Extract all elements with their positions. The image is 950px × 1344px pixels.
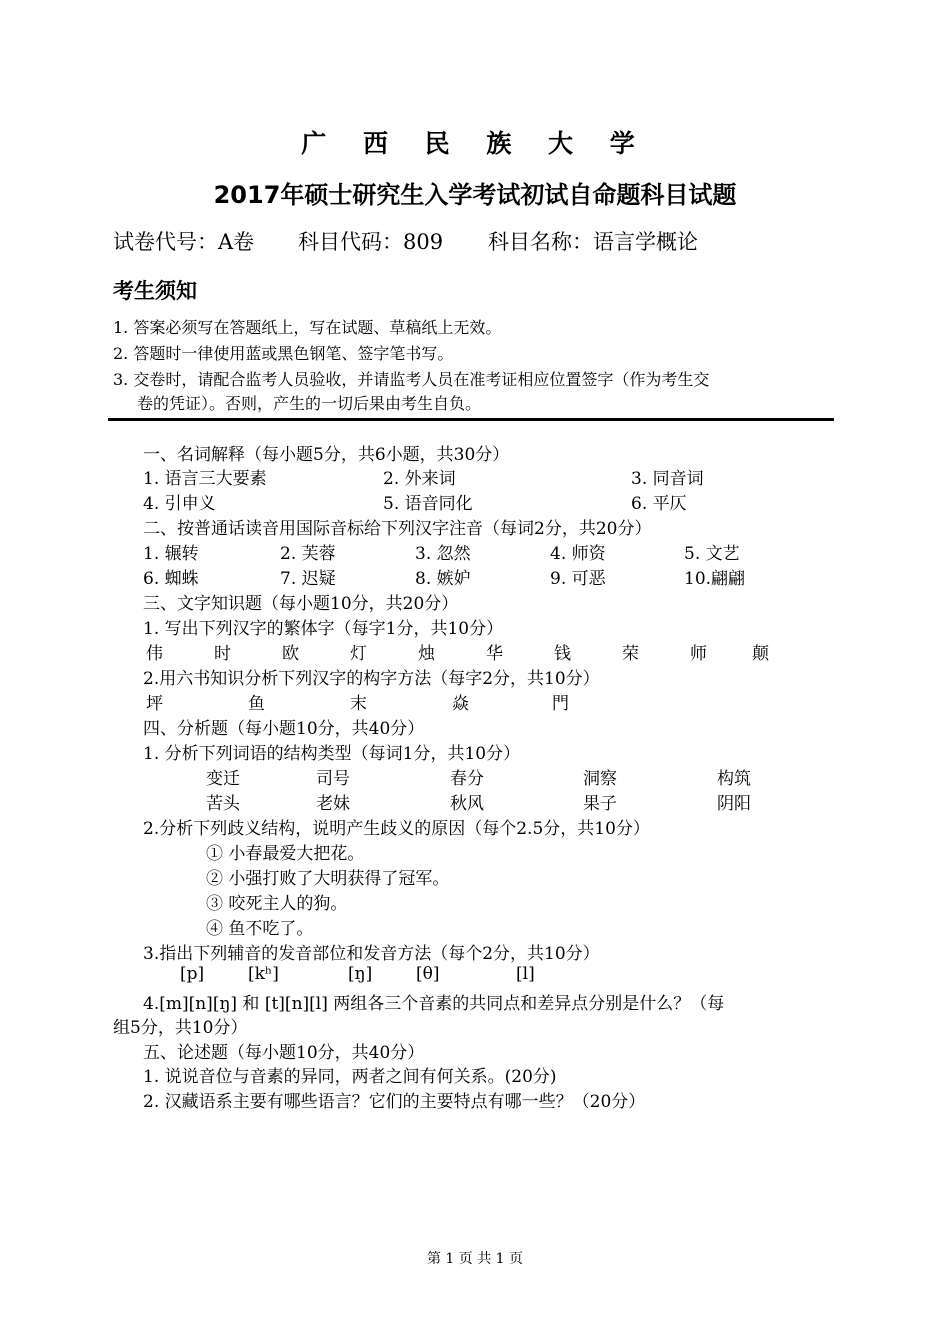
term-item: 6. 平仄 bbox=[631, 494, 687, 514]
ipa-symbol: [p] bbox=[180, 964, 205, 984]
char-item: 颠 bbox=[752, 644, 769, 664]
word-item: 变迁 bbox=[206, 769, 240, 789]
phonetic-item: 1. 辗转 bbox=[143, 544, 199, 564]
word-item: 阴阳 bbox=[717, 794, 751, 814]
term-item: 1. 语言三大要素 bbox=[143, 469, 267, 489]
word-item: 老妹 bbox=[316, 794, 350, 814]
question-3-1: 1. 写出下列汉字的繁体字（每字1分，共10分） bbox=[143, 619, 504, 639]
phonetic-item: 5. 文艺 bbox=[684, 544, 740, 564]
subject-name: 科目名称：语言学概论 bbox=[488, 230, 698, 254]
phonetic-item: 6. 蜘蛛 bbox=[143, 569, 199, 589]
question-4-4-cont: 组5分，共10分） bbox=[113, 1018, 248, 1038]
question-4-3: 3.指出下列辅音的发音部位和发音方法（每个2分，共10分） bbox=[143, 944, 600, 964]
phonetic-item: 10.翩翩 bbox=[684, 569, 746, 589]
char-item: 焱 bbox=[452, 694, 469, 714]
notice-heading: 考生须知 bbox=[113, 279, 197, 303]
question-4-4: 4.[m][n][ŋ] 和 [t][n][l] 两组各三个音素的共同点和差异点分别是什么？（每 bbox=[143, 994, 725, 1014]
ipa-symbol: [l] bbox=[516, 964, 535, 984]
char-item: 烛 bbox=[418, 644, 435, 664]
essay-item: 1. 说说音位与音素的异同，两者之间有何关系。(20分) bbox=[143, 1067, 557, 1087]
ambiguity-item: ③ 咬死主人的狗。 bbox=[206, 894, 348, 914]
char-item: 师 bbox=[690, 644, 707, 664]
question-4-2: 2.分析下列歧义结构，说明产生歧义的原因（每个2.5分，共10分） bbox=[143, 819, 650, 839]
char-item: 門 bbox=[552, 694, 569, 714]
question-3-2: 2.用六书知识分析下列汉字的构字方法（每字2分，共10分） bbox=[143, 669, 600, 689]
term-item: 2. 外来词 bbox=[383, 469, 456, 489]
subject-code: 科目代码：809 bbox=[298, 230, 444, 254]
question-4-1: 1. 分析下列词语的结构类型（每词1分，共10分） bbox=[143, 744, 521, 764]
term-item: 4. 引申义 bbox=[143, 494, 216, 514]
char-item: 坪 bbox=[146, 694, 163, 714]
phonetic-item: 8. 嫉妒 bbox=[415, 569, 471, 589]
phonetic-item: 7. 迟疑 bbox=[280, 569, 336, 589]
section-1-heading: 一、名词解释（每小题5分，共6小题，共30分） bbox=[143, 445, 510, 465]
phonetic-item: 4. 师资 bbox=[550, 544, 606, 564]
notice-item: 2. 答题时一律使用蓝或黑色钢笔、签字笔书写。 bbox=[113, 344, 454, 363]
paper-code: 试卷代号：A卷 bbox=[113, 230, 255, 254]
exam-title: 2017年硕士研究生入学考试初试自命题科目试题 bbox=[213, 181, 737, 209]
notice-item: 1. 答案必须写在答题纸上，写在试题、草稿纸上无效。 bbox=[113, 318, 502, 337]
ipa-symbol: [kʰ] bbox=[248, 964, 279, 984]
ipa-symbol: [ŋ] bbox=[348, 964, 373, 984]
phonetic-item: 3. 忽然 bbox=[415, 544, 471, 564]
university-name: 广 西 民 族 大 学 bbox=[301, 129, 649, 158]
char-item: 荣 bbox=[622, 644, 639, 664]
word-item: 苦头 bbox=[206, 794, 240, 814]
char-item: 末 bbox=[350, 694, 367, 714]
section-5-heading: 五、论述题（每小题10分，共40分） bbox=[143, 1043, 425, 1063]
phonetic-item: 2. 芙蓉 bbox=[280, 544, 336, 564]
ipa-symbol: [θ] bbox=[416, 964, 440, 984]
char-item: 华 bbox=[486, 644, 503, 664]
char-item: 伟 bbox=[146, 644, 163, 664]
notice-item: 卷的凭证）。否则，产生的一切后果由考生自负。 bbox=[137, 394, 482, 413]
term-item: 3. 同音词 bbox=[631, 469, 704, 489]
word-item: 春分 bbox=[450, 769, 484, 789]
char-item: 鱼 bbox=[248, 694, 265, 714]
notice-item: 3. 交卷时，请配合监考人员验收，并请监考人员在准考证相应位置签字（作为考生交 bbox=[113, 370, 710, 389]
word-item: 构筑 bbox=[717, 769, 751, 789]
word-item: 司号 bbox=[316, 769, 350, 789]
section-3-heading: 三、文字知识题（每小题10分，共20分） bbox=[143, 594, 459, 614]
ambiguity-item: ④ 鱼不吃了。 bbox=[206, 919, 314, 939]
char-item: 灯 bbox=[350, 644, 367, 664]
word-item: 秋风 bbox=[450, 794, 484, 814]
ambiguity-item: ② 小强打败了大明获得了冠军。 bbox=[206, 869, 450, 889]
char-item: 欧 bbox=[282, 644, 299, 664]
term-item: 5. 语音同化 bbox=[383, 494, 473, 514]
char-item: 时 bbox=[214, 644, 231, 664]
section-4-heading: 四、分析题（每小题10分，共40分） bbox=[143, 719, 425, 739]
divider bbox=[108, 418, 834, 421]
char-item: 钱 bbox=[554, 644, 571, 664]
section-2-heading: 二、按普通话读音用国际音标给下列汉字注音（每词2分，共20分） bbox=[143, 519, 652, 539]
page-number: 第 1 页 共 1 页 bbox=[426, 1251, 524, 1267]
word-item: 洞察 bbox=[583, 769, 617, 789]
phonetic-item: 9. 可恶 bbox=[550, 569, 606, 589]
ambiguity-item: ① 小春最爱大把花。 bbox=[206, 844, 365, 864]
essay-item: 2. 汉藏语系主要有哪些语言？它们的主要特点有哪一些？（20分） bbox=[143, 1092, 646, 1112]
word-item: 果子 bbox=[583, 794, 617, 814]
